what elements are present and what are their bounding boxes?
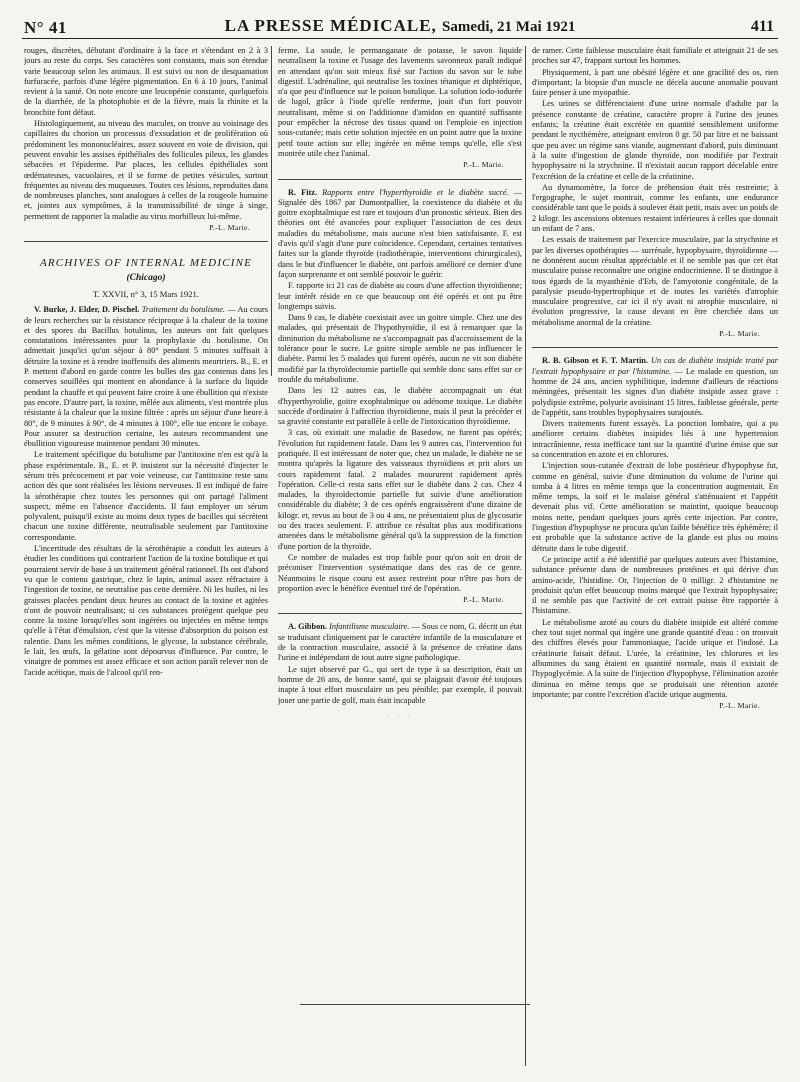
paragraph: Dans 9 cas, le diabète coexistait avec un goitre simple. Chez une des malades, qui présentait de l'hypothyroïdie, il est à remarquer que la diminution du métabolisme ne s'accompagnait pas d'accroissement de la tolérance pour le sucre. Le goitre simple semble ne pas influencer le diabète. Parmi les 5 malades qui furent opérés, aucun ne vit son diabète modifié par la thyroïdectomie partielle qui semble donc sans effet sur ce trouble du métabolisme. [278, 313, 522, 384]
signature: P.-L. Marie. [463, 595, 504, 605]
article-text: — Signalée dès 1867 par Dumontpallier, la coexistence du diabète et du goitre exophtalmique est rare et toujours d'un pronostic sérieux. Bien des théories ont été avancées pour expliquer l'association de ces deux maladies du métabolisme, mais aucune n'est bien satisfaisante. F. est d'avis qu'il s'agit d'une pure coïncidence. Cependant, certaines tentatives faites sur la glande thyroïde (radiothérapie, interventions chirurgicales), dans le but d'influencer le diabète, ont parfois amélioré ce dernier d'une façon surprenante et ont semblé pouvoir le guérir. [278, 187, 522, 279]
paragraph: Les essais de traitement par l'exercice musculaire, par la strychnine et par les diverses opothérapies — surrénale, hypophysaire, thyroïdienne — ne donnèrent aucun résultat appréciable et il ne semble pas que cet état musculaire puisse reconnaître une origine endocrinienne. Il se distingue à tous égards de la myasthénie d'Erb, de l'amyotonie congénitale, de la paralysie pseudo-hypertrophique et de toutes les variétés d'atrophie musculaire progressive, car ici il n'y avait ni atrophie musculaire, ni évolution progressive, la cause devant en être cherchée dans un métabolisme anormal de la créatine. [532, 235, 778, 327]
article-title: Un cas de diabète insipide traité par l'extrait hypophysaire et par l'histamine. [532, 356, 778, 376]
signature: P.-L. Marie. [209, 223, 250, 233]
article-authors: R. B. Gibson et F. T. Martin. [542, 356, 648, 366]
section-rule [24, 241, 268, 242]
paragraph: Ce nombre de malades est trop faible pour qu'on soit en droit de préconiser l'intervention systématique dans des cas de ce genre. Néanmoins le risque couru est assez restreint pour n'être pas hors de proportion avec le bénéfice éventuel tiré de l'opération. [278, 552, 522, 593]
column-2 [278, 46, 522, 1066]
paragraph: F. rapporte ici 21 cas de diabète au cours d'une affection thyroïdienne; leur intérêt réside en ce que beaucoup ont été opérés et ont pu être longtemps suivis. [278, 281, 522, 311]
article-authors: A. Gibbon. [288, 622, 327, 632]
article-authors: V. Burke, J. Elder, D. Pischel. [34, 305, 140, 315]
paragraph: Les urines se différenciaient d'une urine normale d'adulte par la présence constante de créatine, caractère propre à l'urine des jeunes enfants; la créatine était excrétée en quantité sensiblement uniforme pendant le nycthémère, atteignant environ 0 gr. 50 par litre et ne baissant que peu avec un régime sans viande, augmentant d'abord, puis diminuant à la suite d'ingestion de glande thyroïde, non modifiée par l'extrait hypophysaire ni la strychnine. Il n'existait aucun rapport décelable entre l'excrétion de la créatine et celle de la créatinine. [532, 99, 778, 181]
paragraph: Ce principe actif a été identifié par quelques auteurs avec l'histamine, substance présente dans de nombreuses protéines et qui dérive d'un amino-acide, l'histidine. Or, l'injection de 0 milligr. 2 d'histamine ne produisit qu'un effet beaucoup moins marqué que l'extrait hypophysaire; il ne semble pas que l'activité de cet extrait puisse être rapportée à l'histamine. [532, 554, 778, 616]
article-title: Rapports entre l'hyperthyroïdie et le diabète sucré. [322, 187, 509, 197]
article-title: Infantilisme musculaire. [329, 622, 410, 632]
journal-heading: ARCHIVES OF INTERNAL MEDICINE [39, 257, 253, 270]
paragraph: de ramer. Cette faiblesse musculaire était familiale et atteignait 21 de ses proches sur 47, frappant surtout les hommes. [532, 46, 778, 66]
paragraph: 3 cas, où existait une maladie de Basedow, ne furent pas opérés; l'évolution fut rapidement fatale. Dans les 9 autres cas, l'intervention fut pratiquée. Il est intéressant de noter que, chez un malade, le diabète ne se montra qu'après la ligature des vaisseaux thyroïdiens et prit alors un cours rapidement fatal. 2 malades moururent rapidement après l'opération. Celle-ci resta sans effet sur le diabète dans 2 cas. Chez 4 malades, la thyroïdectomie partielle fut suivie d'une amélioration considérable du diabète; 3 de ces opérés engraissèrent d'une dizaine de kilogr. et, revus au bout de 3 ou 4 ans, ne présentaient plus de glycosurie ou des traces seulement. F. attribue ce résultat plus aux modifications amenées dans le métabolisme général qu'à la suppression de la fonction d'une portion de la thyroïde. [278, 428, 522, 551]
paragraph: Dans les 12 autres cas, le diabète accompagnait un état d'hyperthyroïdie, goitre exophtalmique ou adénome toxique. Le diabète succède d'ordinaire à l'affection thyroïdienne, mais il peut la précéder et sa gravité constante est parallèle à celle de l'intoxication thyroïdienne. [278, 386, 522, 427]
section-rule [278, 179, 522, 180]
paragraph: Le sujet observé par G., qui sert de type à sa description, était un homme de 26 ans, de bonne santé, qui se plaignait d'avoir été toujours inapte à tout effort musculaire un peu pénible; par exemple, il pouvait jouer une partie de golf, mais était incapable [278, 664, 522, 705]
signature: P.-L. Marie. [463, 160, 504, 170]
paragraph: L'incertitude des résultats de la sérothérapie a conduit les auteurs à étudier les conditions qui contrarient l'action de la toxine botulique et qui pourraient servir de base à un traitement général rationnel. Ils ont d'abord vu que le contenu gastrique, chez le lapin, animal assez réfractaire à l'ingestion de toxine, ne neutralise pas cette dernière. Ni les huiles, ni les graisses placées pendant deux heures au contact de la toxine et agitées n'ont de pouvoir neutralisant; si ces substances protègent quelque peu contre la toxine lorsqu'elles sont ingérées ou injectées en même temps qu'elle à l'état d'émulsion, c'est que la vitesse d'absorption du poison est ralentie. Dans les mêmes conditions, le glycose, la substance cérébrale, le lait, les œufs, la gélatine sont dépourvus d'influence. Par contre, le vinaigre de pommes est assez efficace et son action paraît relever non de l'acide acétique, mais de l'alcool qu'il ren- [24, 544, 268, 677]
paragraph: Au dynamomètre, la force de préhension était très restreinte; à l'ergographe, le sujet montrait, comme les enfants, une endurance considérable tant que le poids à soulever était petit, mais avec un poids de 2 kilogr. les ascensions obtenues restaient inférieures à celles que donnait un enfant de 7 ans. [532, 182, 778, 234]
column-divider-1 [271, 46, 272, 376]
page-number: 411 [750, 18, 774, 35]
paragraph: Le métabolisme azoté au cours du diabète insipide est altéré comme chez tout sujet normal qui ingère une grande quantité d'eau : on trouvait des chiffres élevés pour l'ammoniaque, l'acide urique et l'indosé. La créatinurie faisait défaut. L'urée, la créatinine, les chlorures et les albumines du sang étaient en quantité normale, mais il existait de l'hypoglycémie. A la suite de l'injection d'hypophyse, l'élimination azotée diminua en même temps que se produisait une rétention azotée importante; par contre l'excrétion d'acide urique augmenta. [532, 617, 778, 699]
signature: P.-L. Marie. [719, 701, 760, 711]
article-authors: R. Fitz. [288, 187, 318, 197]
section-rule [278, 613, 522, 614]
paragraph: Le traitement spécifique du botulisme par l'antitoxine n'en est qu'à la phase expérimentale. B., E. et P. insistent sur la nécessité d'injecter le sérum très précocement et par voie veineuse, car l'antitoxine reste sans action dès que sont réalisées les lésions nerveuses. Il est indiqué de faire la sérothérapie chez toutes les personnes qui ont partagé l'aliment suspect, même en l'absence d'accidents. Il faut employer un sérum polyvalent, puisqu'il existe au moins deux types de bacilles qui sécrètent chacun une toxine différente, neutralisable seulement par l'antitoxine correspondante. [24, 450, 268, 542]
article-lead [532, 356, 778, 418]
journal-city: (Chicago) [126, 272, 166, 283]
column-1 [24, 46, 268, 1066]
paragraph: L'injection sous-cutanée d'extrait de lobe postérieur d'hypophyse fut, comme en général, suivie d'une diminution du volume de l'urine qui tomba à 4 litres en même temps que la concentration augmentait. En même temps, la soif et le malaise général s'atténuaient et l'appétit devenait plus vif. Cette amélioration se maintint, quoique beaucoup moins nette, pendant quelques jours après cette injection. Par contre, l'ingestion d'hypophyse ne procura qu'un faible bénéfice très éphémère; il est probable que la substance active de la glande est plus ou moins détruite dans le tube digestif. [532, 461, 778, 553]
issue-number: N° 41 [24, 18, 67, 37]
article-text: — Au cours de leurs recherches sur la résistance réciproque à la chaleur de la toxine et des spores du Bacillus botulinus, les auteurs ont fait quelques constatations intéressantes pour la prophylaxie du botulisme. On admettait jusqu'ici qu'un séjour à 80° pendant 5 minutes suffisait à détruire la toxine et à rendre inoffensifs des aliments meurtriers. B., E. et P. mettent d'abord en garde contre les bulles des gaz contenus dans les conserves souillées qui montent en abondance à la surface du liquide pendant la chauffe et qui peuvent faire croire à une ébullition qui n'existe pas encore. D'autre part, la toxine, mêlée aux aliments, s'est montrée plus résistante à la chaleur que la toxine filtrée : après un séjour d'une heure à 80°, de 9 minutes à 90°, de 4 minutes à 100°, elle tue encore le cobaye. Pour assurer sa destruction certaine, les auteurs recommandent une ébullition vigoureuse maintenue pendant 30 minutes. [24, 305, 268, 449]
article-title: Traitement du botulisme. [141, 305, 225, 315]
paragraph: Physiquement, à part une obésité légère et une gracilité des os, rien d'important; la biopsie d'un muscle ne décela aucune anomalie pouvant faire penser à une myopathie. [532, 67, 778, 98]
page-header [22, 14, 778, 39]
paragraph: Histologiquement, au niveau des macules, on trouve au voisinage des capillaires du chorion un processus d'exsudation et de prolifération où prédominent les mononucléaires, assez souvent en voie de division, qui peuvent envahir les assises épithéliales des follicules pileux, les glandes sébacées et l'épiderme. Par places, les cellules épithéliales sont œdémateuses, vacuolaires, et il se forme de petites vésicules, surtout fréquentes au niveau des muqueuses. Toutes ces lésions, reproduites dans de nombreuses planches, sont analogues à celles de la rougeole humaine et, jointes aux symptômes, à la transmissibilité de singe à singe, permettent de rapporter la maladie au virus morbilleux lui-même. [24, 119, 268, 221]
paragraph: Divers traitements furent essayés. La ponction lombaire, qui a pu améliorer certains diabètes insipides liés à une hypertension intracrânienne, resta inefficace tant sur la quantité d'urine émise que sur sa concentration en azote et en chlorures. [532, 419, 778, 459]
article-lead [278, 622, 522, 663]
section-rule [532, 347, 778, 348]
running-title [22, 16, 778, 36]
column-3 [532, 46, 778, 1066]
paragraph: ferme. La soude, le permanganate de potasse, le savon liquide neutralisent la toxine et l'usage des lavements savonneux paraît indiqué en attendant qu'on soit mieux fixé sur l'action du savon sur le tube digestif. L'adrénaline, qui neutralise les toxines tétanique et diphtérique, n'a que peu d'influence sur le poison botulique. La solution iodo-iodurée de lugol, grâce à l'iode qu'elle renferme, jouit d'un fort pouvoir neutralisant, même si on l'additionne d'amidon en quantité suffisante pour empêcher la nécrose des tissus quand on l'emploie en injection sous-cutanée; mais cette solution injectée en un point autre que la toxine perd toute action sur elle; ingérée en même temps qu'elle, elle s'est montrée utile chez l'animal. [278, 46, 522, 158]
decorative-mark: · · · [386, 711, 414, 721]
article-lead [24, 305, 268, 449]
article-text: — Sous ce nom, G. décrit un état se traduisant cliniquement par le caractère infantile de la musculature et de la contraction musculaire, associé à la présence de créatine dans l'urine et indépendant de tout autre signe pathologique. [278, 622, 522, 663]
article-text: — Le malade en question, un homme de 24 ans, ancien syphilitique, indemne d'ailleurs de réactions méningées, présentait les signes d'un diabète insipide assez grave : polydipsie extrême, polyurie avoisinant 15 litres, faiblesse générale, perte de l'appétit, sans troubles hypophysaires surajoutés. [532, 366, 778, 417]
journal-name: LA PRESSE MÉDICALE, [224, 16, 437, 35]
article-lead [278, 188, 522, 281]
signature: P.-L. Marie. [719, 329, 760, 339]
journal-issue: T. XXVII, n° 3, 15 Mars 1921. [93, 288, 199, 299]
issue-date: Samedi, 21 Mai 1921 [442, 19, 576, 35]
paragraph: rouges, discrètes, débutant d'ordinaire à la face et s'étendant en 2 à 3 jours au reste du corps. Ses caractères sont constants, mais son étendue varie beaucoup selon les animaux. Il est suivi ou non de desquamation furfuracée, parfois d'une légère pigmentation. En 6 à 10 jours, l'animal revient à la santé. On note encore une leucopénie constante, quelquefois de la diarrhée, de la photophobie et de la fièvre, mais la rhinite et la bronchite font défaut. [24, 46, 268, 117]
bottom-rule [300, 1004, 530, 1005]
column-divider-2 [525, 46, 526, 1066]
